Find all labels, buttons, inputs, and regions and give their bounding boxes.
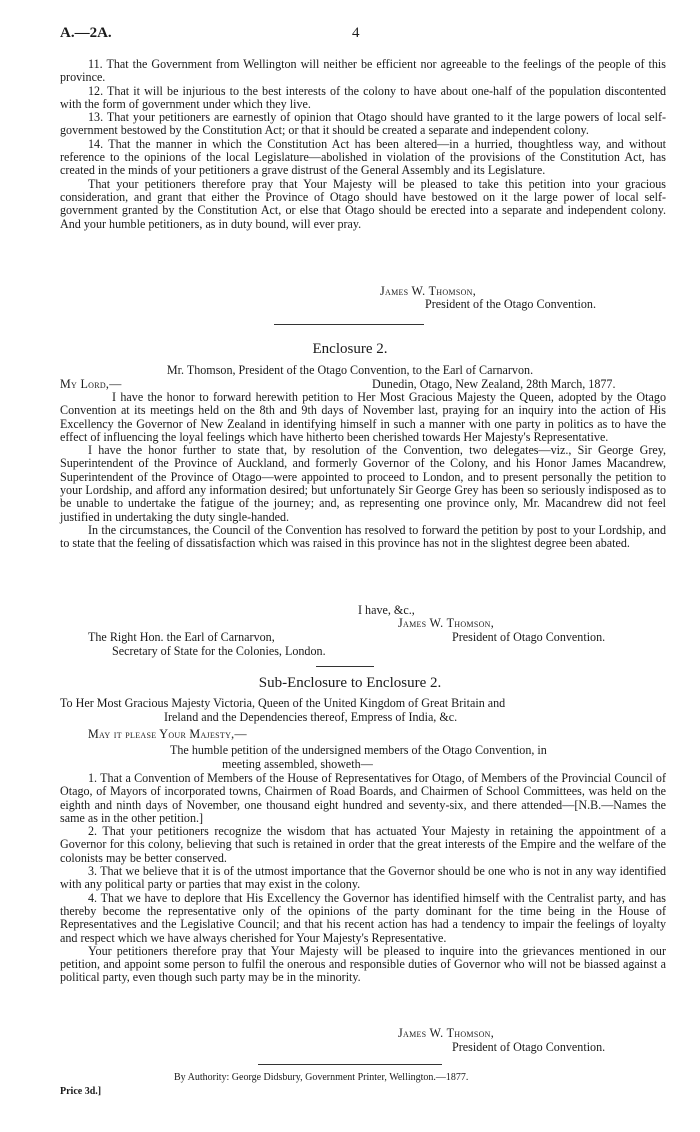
signature-name: James W. Thomson, (398, 1026, 495, 1040)
subenclosure-paragraph-1: 1. That a Convention of Members of the House of Representatives for Otago, of Members of the Provincial Council of Otago, of Mayors of incorporated towns, Chairmen of Road Boards, and Chairmen of School Committees, was held on the eighth and ninth days of November, one thousand eight hundred and seventy-six, and there attended—[N.B.—Names the same as in the other petition.] (60, 771, 666, 825)
letter-closing: I have, &c., (358, 603, 415, 617)
subenclosure-body (60, 772, 666, 985)
signature-name: James W. Thomson, (398, 616, 495, 630)
addressee-line-1: The Right Hon. the Earl of Carnarvon, (88, 630, 275, 644)
addressee-line-2: Secretary of State for the Colonies, London. (112, 644, 326, 658)
letter-paragraph-2: I have the honor further to state that, by resolution of the Convention, two delegates—viz., Sir George Grey, Superintendent of the Province of Auckland, and formerly Governor of the Colony, and his Honor James Macandrew, Superintendent of the Province of Otago—were appointed to proceed to London, and to present personally the petition to your Lordship, and afford any information desired; but unfortunately Sir George Grey has been so seriously indisposed as to be unable to undertake the fatigue of the journey; and, as representing one province only, Mr. Macandrew did not feel justified in undertaking the duty single-handed. (60, 443, 666, 524)
petition-paragraph-13: 13. That your petitioners are earnestly of opinion that Otago should have granted to it the large powers of local self-government bestowed by the Constitution Act; or that it should be created a separate and independent colony. (60, 110, 666, 138)
enclosure-subtitle: Mr. Thomson, President of the Otago Convention, to the Earl of Carnarvon. (166, 363, 534, 377)
subenclosure-paragraph-2: 2. That your petitioners recognize the wisdom that has actuated Your Majesty in retaining the appointment of a Governor for this colony, believing that such is retained in order that the great interests of the Empire and the welfare of the colonists may be better conserved. (60, 824, 666, 865)
signature-title: President of Otago Convention. (452, 1040, 606, 1054)
letter-paragraph-1: I have the honor to forward herewith petition to Her Most Gracious Majesty the Queen, adopted by the Otago Convention at its meetings held on the 8th and 9th days of November last, praying for an inquiry into the action of His Excellency the Governor of New Zealand in identifying himself in such a manner with one party in politics as to have the effect of influencing the loyal feelings which have hitherto been cherished towards Her Majesty's Representative. (60, 390, 666, 444)
enclosure-title: Enclosure 2. (312, 341, 388, 357)
printer-authority: By Authority: George Didsbury, Government Printer, Wellington.—1877. (174, 1072, 469, 1083)
page-number: 4 (352, 25, 360, 41)
address-line-1: To Her Most Gracious Majesty Victoria, Queen of the United Kingdom of Great Britain and (60, 696, 506, 710)
subenclosure-title: Sub-Enclosure to Enclosure 2. (258, 675, 442, 691)
petition-intro-line-2: meeting assembled, showeth— (222, 757, 373, 771)
place-date: Dunedin, Otago, New Zealand, 28th March, 1877. (372, 377, 616, 391)
section-divider (274, 324, 424, 325)
petition-prayer: That your petitioners therefore pray that Your Majesty will be pleased to take this petition into your gracious consideration, and grant that either the Province of Otago should have bestowed on it the large power of local self-government granted by the Constitution Act, or else that Otago should be erected into a separate and independent colony. And your humble petitioners, as in duty bound, will ever pray. (60, 176, 666, 231)
signature-title: President of the Otago Convention. (425, 297, 596, 311)
salutation: My Lord,— (60, 377, 122, 391)
footer-divider (258, 1064, 442, 1065)
letter-paragraph-3: In the circumstances, the Council of the Convention has resolved to forward the petition by post to your Lordship, and to state that the feeling of dissatisfaction which was raised in this province has not in the slightest degree been abated. (60, 522, 666, 551)
petition-paragraph-14: 14. That the manner in which the Constitution Act has been altered—in a hurried, thoughtless way, and without reference to the opinions of the local Legislature—abolished in violation of the provisions of the Constitution Act, has created in the minds of your petitioners a grave distrust of the General Assembly and its Legislature. (60, 136, 666, 178)
letter-body (60, 391, 666, 551)
section-divider (316, 666, 374, 667)
price-note: Price 3d.] (60, 1086, 102, 1097)
petition-intro-line-1: The humble petition of the undersigned members of the Otago Convention, in (170, 743, 547, 757)
subenclosure-paragraph-3: 3. That we believe that it is of the utmost importance that the Governor should be one who is not in any way identified with any political party or parties that may exist in the colony. (60, 864, 666, 892)
petition-paragraph-11: 11. That the Government from Wellington will neither be efficient nor agreeable to the feelings of the people of this province. (60, 57, 666, 85)
signature-title: President of Otago Convention. (452, 630, 606, 644)
signature-name: James W. Thomson, (380, 284, 477, 298)
salutation: May it please Your Majesty,— (88, 727, 247, 741)
address-line-2: Ireland and the Dependencies thereof, Empress of India, &c. (164, 710, 458, 724)
subenclosure-prayer: Your petitioners therefore pray that Your Majesty will be pleased to inquire into the grievances mentioned in our petition, and appoint some person to fulfil the onerous and responsible duties of Governor who will not be biassed against a political party, even though such party may be in the minority. (60, 943, 666, 985)
petition-paragraph-12: 12. That it will be injurious to the best interests of the colony to have about one-half of the population discontented with the form of government under which they live. (60, 83, 666, 111)
document-reference: A.—2A. (60, 25, 112, 41)
subenclosure-paragraph-4: 4. That we have to deplore that His Excellency the Governor has identified himself with the Centralist party, and has thereby become the representative only of the opinions of the party dominant for the time being in the House of Representatives and the Legislative Council; and that his recent action has had a tendency to impair the feelings of loyalty and respect which we have always cherished for Your Majesty's Representative. (60, 890, 666, 945)
petition-continued (60, 58, 666, 231)
